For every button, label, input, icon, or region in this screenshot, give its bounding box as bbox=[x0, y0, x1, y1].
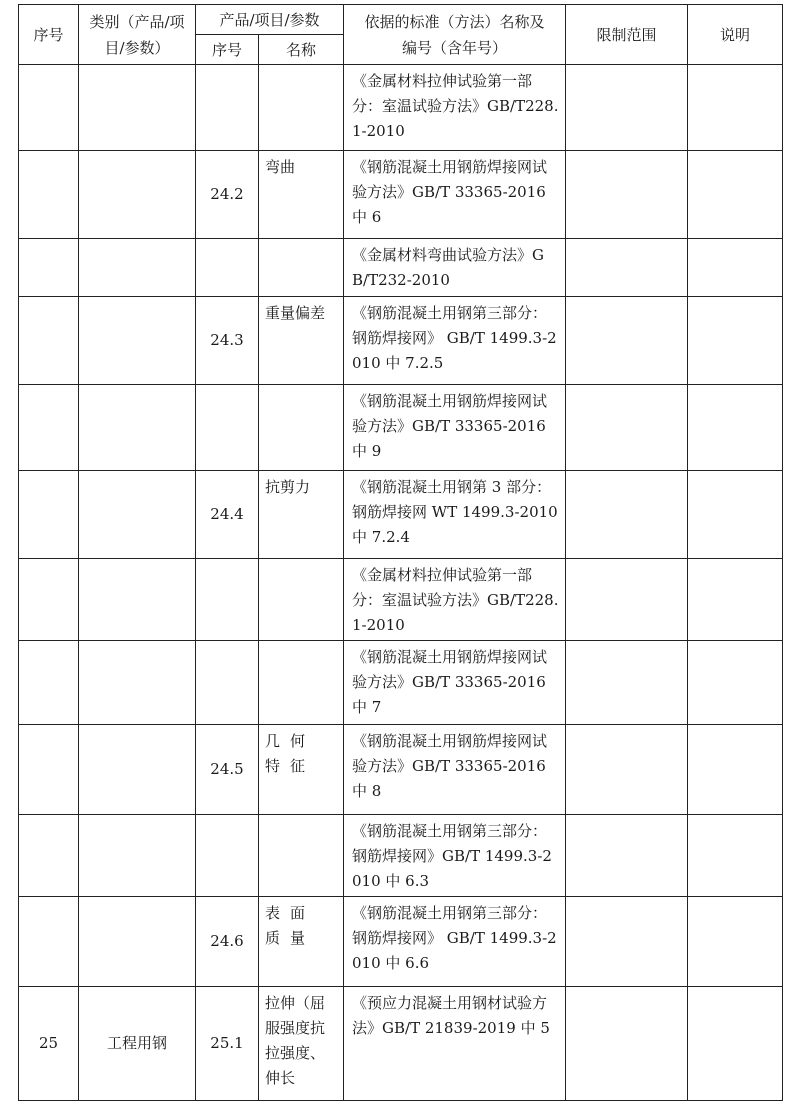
cell-limit bbox=[566, 471, 688, 559]
cell-limit bbox=[566, 239, 688, 297]
cell-sub-seq: 24.2 bbox=[196, 151, 259, 239]
cell-note bbox=[688, 297, 783, 385]
cell-sub-seq bbox=[196, 559, 259, 641]
cell-name bbox=[259, 641, 344, 725]
cell-limit bbox=[566, 559, 688, 641]
cell-sub-seq: 24.5 bbox=[196, 725, 259, 815]
header-limit: 限制范围 bbox=[566, 5, 688, 65]
cell-seq bbox=[19, 559, 79, 641]
cell-note bbox=[688, 815, 783, 897]
cell-limit bbox=[566, 151, 688, 239]
cell-sub-seq: 24.3 bbox=[196, 297, 259, 385]
cell-standard: 《预应力混凝土用钢材试验方法》GB/T 21839-2019 中 5 bbox=[344, 987, 566, 1101]
standards-table bbox=[18, 4, 783, 1101]
cell-seq bbox=[19, 151, 79, 239]
cell-note bbox=[688, 471, 783, 559]
header-sub-name: 名称 bbox=[259, 35, 344, 65]
table-row bbox=[19, 725, 783, 815]
cell-name bbox=[259, 815, 344, 897]
cell-sub-seq bbox=[196, 385, 259, 471]
cell-standard: 《钢筋混凝土用钢筋焊接网试验方法》GB/T 33365-2016 中 6 bbox=[344, 151, 566, 239]
cell-category bbox=[79, 151, 196, 239]
cell-name bbox=[259, 65, 344, 151]
cell-name: 抗剪力 bbox=[259, 471, 344, 559]
cell-limit bbox=[566, 297, 688, 385]
cell-name: 表面质量 bbox=[259, 897, 344, 987]
cell-standard: 《钢筋混凝土用钢第三部分：钢筋焊接网》 GB/T 1499.3-2010 中 6.6 bbox=[344, 897, 566, 987]
cell-category bbox=[79, 559, 196, 641]
cell-name bbox=[259, 385, 344, 471]
table-row bbox=[19, 897, 783, 987]
header-seq: 序号 bbox=[19, 5, 79, 65]
cell-note bbox=[688, 987, 783, 1101]
cell-sub-seq bbox=[196, 239, 259, 297]
table-row bbox=[19, 471, 783, 559]
cell-category bbox=[79, 297, 196, 385]
cell-note bbox=[688, 559, 783, 641]
cell-note bbox=[688, 239, 783, 297]
cell-standard: 《钢筋混凝土用钢第三部分：钢筋焊接网》 GB/T 1499.3-2010 中 7.2.5 bbox=[344, 297, 566, 385]
cell-limit bbox=[566, 815, 688, 897]
cell-seq bbox=[19, 815, 79, 897]
cell-category bbox=[79, 897, 196, 987]
table-row bbox=[19, 65, 783, 151]
cell-category bbox=[79, 65, 196, 151]
cell-seq bbox=[19, 897, 79, 987]
cell-standard: 《钢筋混凝土用钢筋焊接网试验方法》GB/T 33365-2016 中 7 bbox=[344, 641, 566, 725]
header-group: 产品/项目/参数 bbox=[196, 5, 344, 35]
cell-category: 工程用钢 bbox=[79, 987, 196, 1101]
cell-limit bbox=[566, 65, 688, 151]
cell-seq bbox=[19, 297, 79, 385]
cell-category bbox=[79, 239, 196, 297]
cell-seq bbox=[19, 385, 79, 471]
cell-name: 几何特征 bbox=[259, 725, 344, 815]
cell-standard: 《钢筋混凝土用钢第三部分：钢筋焊接网》GB/T 1499.3-2010 中 6.3 bbox=[344, 815, 566, 897]
cell-category bbox=[79, 725, 196, 815]
cell-limit bbox=[566, 897, 688, 987]
header-row bbox=[19, 5, 783, 35]
cell-seq bbox=[19, 239, 79, 297]
cell-note bbox=[688, 725, 783, 815]
header-category: 类别（产品/项目/参数） bbox=[79, 5, 196, 65]
table-row bbox=[19, 385, 783, 471]
cell-limit bbox=[566, 641, 688, 725]
cell-category bbox=[79, 815, 196, 897]
cell-standard: 《钢筋混凝土用钢筋焊接网试验方法》GB/T 33365-2016 中 8 bbox=[344, 725, 566, 815]
cell-seq bbox=[19, 65, 79, 151]
table-row bbox=[19, 151, 783, 239]
cell-name: 弯曲 bbox=[259, 151, 344, 239]
cell-standard: 《金属材料弯曲试验方法》GB/T232-2010 bbox=[344, 239, 566, 297]
cell-seq: 25 bbox=[19, 987, 79, 1101]
cell-standard: 《金属材料拉伸试验第一部分：室温试验方法》GB/T228.1-2010 bbox=[344, 65, 566, 151]
table-row bbox=[19, 239, 783, 297]
cell-note bbox=[688, 151, 783, 239]
cell-standard: 《钢筋混凝土用钢筋焊接网试验方法》GB/T 33365-2016 中 9 bbox=[344, 385, 566, 471]
cell-sub-seq: 24.4 bbox=[196, 471, 259, 559]
table-row bbox=[19, 297, 783, 385]
cell-seq bbox=[19, 725, 79, 815]
cell-limit bbox=[566, 987, 688, 1101]
cell-note bbox=[688, 65, 783, 151]
header-standard: 依据的标准（方法）名称及编号（含年号） bbox=[344, 5, 566, 65]
cell-standard: 《钢筋混凝土用钢第 3 部分：钢筋焊接网 WT 1499.3-2010 中 7.2.4 bbox=[344, 471, 566, 559]
header-sub-seq: 序号 bbox=[196, 35, 259, 65]
table-row bbox=[19, 815, 783, 897]
table-row bbox=[19, 987, 783, 1101]
cell-category bbox=[79, 641, 196, 725]
cell-limit bbox=[566, 725, 688, 815]
cell-sub-seq bbox=[196, 815, 259, 897]
cell-standard: 《金属材料拉伸试验第一部分：室温试验方法》GB/T228.1-2010 bbox=[344, 559, 566, 641]
table-row bbox=[19, 559, 783, 641]
cell-note bbox=[688, 641, 783, 725]
cell-seq bbox=[19, 641, 79, 725]
cell-note bbox=[688, 897, 783, 987]
cell-seq bbox=[19, 471, 79, 559]
cell-note bbox=[688, 385, 783, 471]
cell-name bbox=[259, 239, 344, 297]
cell-name: 拉伸（屈服强度抗拉强度、伸长 bbox=[259, 987, 344, 1101]
cell-sub-seq bbox=[196, 641, 259, 725]
header-note: 说明 bbox=[688, 5, 783, 65]
cell-sub-seq bbox=[196, 65, 259, 151]
cell-category bbox=[79, 385, 196, 471]
cell-name bbox=[259, 559, 344, 641]
cell-name: 重量偏差 bbox=[259, 297, 344, 385]
cell-limit bbox=[566, 385, 688, 471]
cell-category bbox=[79, 471, 196, 559]
table-row bbox=[19, 641, 783, 725]
cell-sub-seq: 25.1 bbox=[196, 987, 259, 1101]
cell-sub-seq: 24.6 bbox=[196, 897, 259, 987]
